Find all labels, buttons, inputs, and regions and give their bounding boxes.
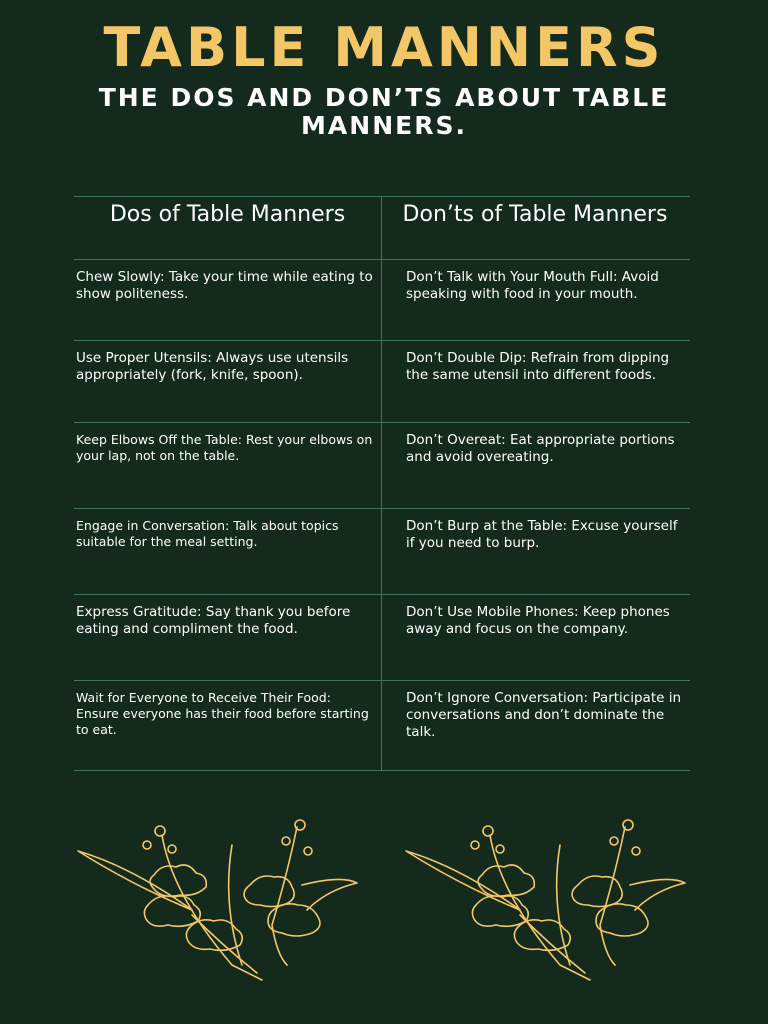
bud	[282, 837, 290, 845]
flower-stem	[192, 915, 257, 973]
bud	[168, 845, 176, 853]
bud	[295, 820, 305, 830]
dont-cell: Don’t Double Dip: Refrain from dipping the same utensil into different foods.	[381, 341, 688, 422]
blossom	[150, 865, 206, 896]
flower-stem	[520, 915, 585, 973]
bud	[610, 837, 618, 845]
blossom	[572, 876, 622, 907]
leaf-blade	[406, 851, 520, 910]
do-cell: Express Gratitude: Say thank you before eating and compliment the food.	[76, 604, 351, 637]
bud	[155, 826, 165, 836]
bud	[471, 841, 479, 849]
blossom	[478, 865, 534, 896]
dont-cell: Don’t Use Mobile Phones: Keep phones away and focus on the company.	[381, 595, 688, 680]
table-row	[74, 681, 690, 771]
table-row	[74, 260, 690, 341]
dont-cell: Don’t Talk with Your Mouth Full: Avoid speaking with food in your mouth.	[381, 260, 688, 340]
bud	[143, 841, 151, 849]
blossom	[268, 904, 320, 936]
flower-stem	[490, 835, 590, 980]
do-cell: Use Proper Utensils: Always use utensils appropriately (fork, knife, spoon).	[76, 350, 349, 383]
table-row	[74, 341, 690, 423]
manners-table	[74, 196, 690, 771]
dont-cell: Don’t Overeat: Eat appropriate portions and avoid overeating.	[381, 423, 688, 508]
table-row	[74, 423, 690, 509]
table-row	[74, 509, 690, 595]
donts-column-header: Don’ts of Table Manners	[381, 197, 688, 259]
blossom	[596, 904, 648, 936]
do-cell: Chew Slowly: Take your time while eating to show politeness.	[76, 269, 373, 302]
bud	[496, 845, 504, 853]
flower-stem	[162, 835, 262, 980]
flower-illustration-left	[72, 815, 362, 1000]
flower-illustration-right	[400, 815, 690, 1000]
do-cell: Keep Elbows Off the Table: Rest your elbows on your lap, not on the table.	[76, 432, 373, 463]
bud	[623, 820, 633, 830]
table-header-row	[74, 197, 690, 260]
table-row	[74, 595, 690, 681]
page-subtitle: THE DOS AND DON’TS ABOUT TABLE MANNERS.	[98, 83, 670, 140]
bud	[483, 826, 493, 836]
dos-column-header: Dos of Table Manners	[109, 202, 346, 227]
do-cell: Wait for Everyone to Receive Their Food: Ensure everyone has their food before starting to eat.	[76, 690, 369, 737]
blossom	[244, 876, 294, 907]
bud	[632, 847, 640, 855]
dont-cell: Don’t Burp at the Table: Excuse yourself if you need to burp.	[381, 509, 688, 594]
leaf-blade	[78, 851, 192, 910]
leaf-blade	[630, 879, 685, 910]
bud	[304, 847, 312, 855]
leaf-blade	[302, 879, 357, 910]
do-cell: Engage in Conversation: Talk about topics suitable for the meal setting.	[76, 518, 339, 549]
dont-cell: Don’t Ignore Conversation: Participate in conversations and don’t dominate the talk.	[381, 681, 688, 770]
page-title: TABLE MANNERS	[103, 16, 665, 79]
